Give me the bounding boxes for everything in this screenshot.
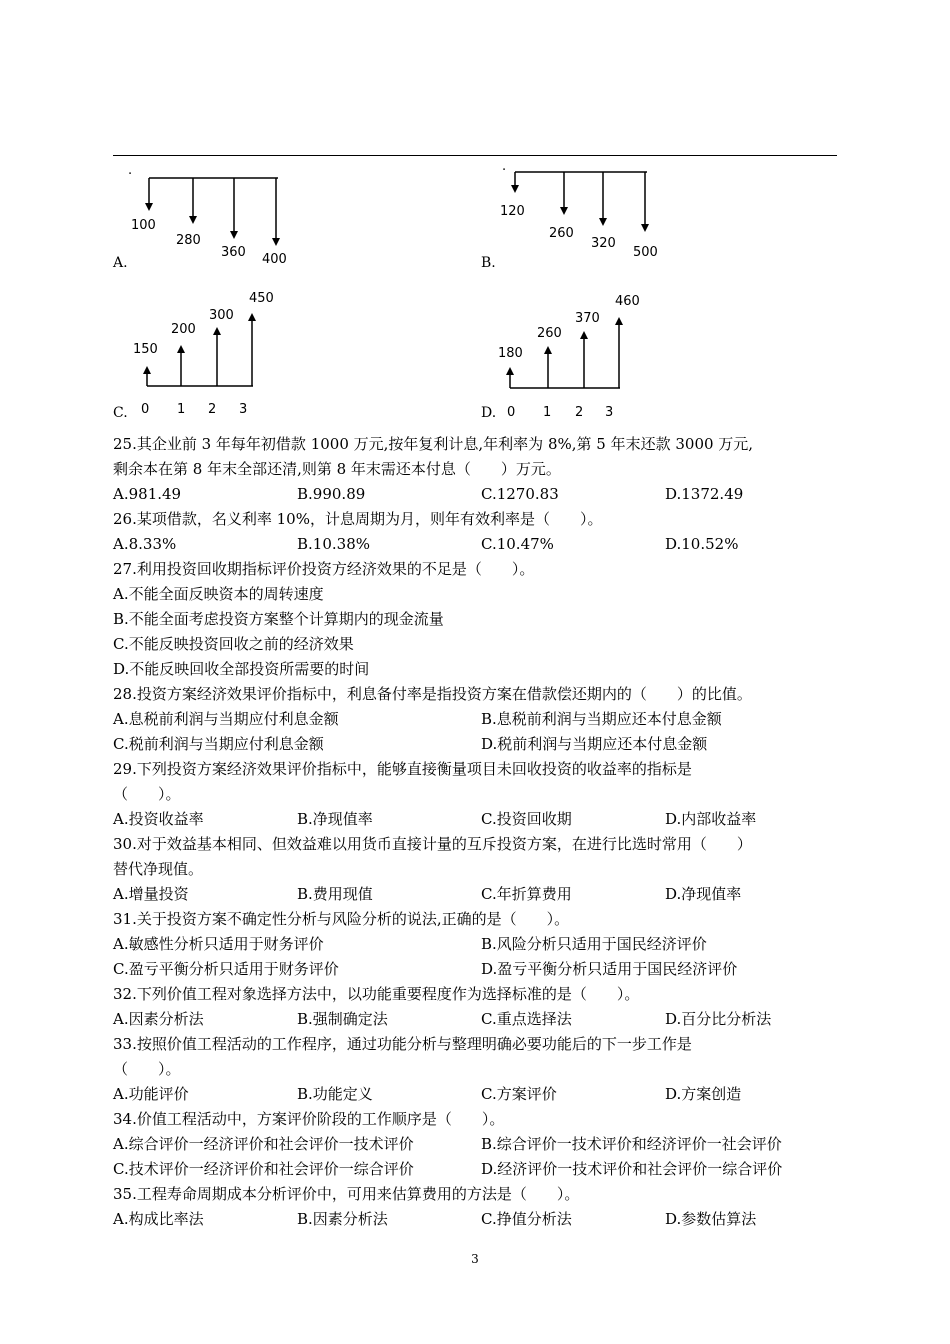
q34-option-a: A.综合评价一经济评价和社会评价一技术评价 bbox=[113, 1135, 414, 1153]
q27-stem: 27.利用投资回收期指标评价投资方经济效果的不足是（ ）。 bbox=[113, 560, 535, 578]
q31-option-c: C.盈亏平衡分析只适用于财务评价 bbox=[113, 960, 339, 978]
q26-option-a: A.8.33% bbox=[113, 535, 177, 553]
q25-stem-line1: 25.其企业前 3 年每年初借款 1000 万元,按年复利计息,年利率为 8%,第 5 年末还款 3000 万元, bbox=[113, 435, 754, 453]
q34-stem: 34.价值工程活动中，方案评价阶段的工作顺序是（ ）。 bbox=[113, 1110, 505, 1128]
q30-stem-line1: 30.对于效益基本相同、但效益难以用货币直接计量的互斥投资方案，在进行比选时常用（ ） bbox=[113, 835, 752, 853]
q29-stem-line2: （ ）。 bbox=[113, 785, 181, 803]
diagram-b-value-1: 260 bbox=[549, 226, 574, 241]
q34-option-c: C.技术评价一经济评价和社会评价一综合评价 bbox=[113, 1160, 414, 1178]
diagram-d-value-3: 460 bbox=[615, 294, 640, 309]
cashflow-diagram-d bbox=[495, 288, 695, 423]
diagram-c-value-1: 200 bbox=[171, 322, 196, 337]
header-rule bbox=[113, 155, 837, 156]
q26-stem: 26.某项借款，名义利率 10%，计息周期为月，则年有效利率是（ ）。 bbox=[113, 510, 603, 528]
q33-stem-line1: 33.按照价值工程活动的工作程序，通过功能分析与整理明确必要功能后的下一步工作是 bbox=[113, 1035, 692, 1053]
diagram-c-tick-1: 1 bbox=[177, 402, 186, 417]
q35-stem: 35.工程寿命周期成本分析评价中，可用来估算费用的方法是（ ）。 bbox=[113, 1185, 580, 1203]
diagram-c-value-3: 450 bbox=[249, 291, 274, 306]
q34-option-b: B.综合评价一技术评价和经济评价一社会评价 bbox=[481, 1135, 782, 1153]
q33-option-d: D.方案创造 bbox=[665, 1085, 742, 1103]
diagram-a-value-2: 360 bbox=[221, 245, 246, 260]
q25-option-d: D.1372.49 bbox=[665, 485, 744, 503]
diagram-d-value-1: 260 bbox=[537, 326, 562, 341]
diagram-c-value-2: 300 bbox=[209, 308, 234, 323]
q33-option-c: C.方案评价 bbox=[481, 1085, 557, 1103]
q29-stem-line1: 29.下列投资方案经济效果评价指标中，能够直接衡量项目未回收投资的收益率的指标是 bbox=[113, 760, 692, 778]
diagram-b-value-0: 120 bbox=[500, 204, 525, 219]
cashflow-diagram-c bbox=[113, 285, 313, 420]
diagram-d-value-2: 370 bbox=[575, 311, 600, 326]
q34-option-d: D.经济评价一技术评价和社会评价一综合评价 bbox=[481, 1160, 783, 1178]
q28-option-d: D.税前利润与当期应还本付息金额 bbox=[481, 735, 708, 753]
diagram-d-value-0: 180 bbox=[498, 346, 523, 361]
diagram-c-value-0: 150 bbox=[133, 342, 158, 357]
q32-option-d: D.百分比分析法 bbox=[665, 1010, 772, 1028]
diagram-a-value-3: 400 bbox=[262, 252, 287, 267]
q31-stem: 31.关于投资方案不确定性分析与风险分析的说法,正确的是（ ）。 bbox=[113, 910, 570, 928]
page-number: 3 bbox=[471, 1252, 479, 1266]
q35-option-a: A.构成比率法 bbox=[113, 1210, 204, 1228]
cashflow-diagram-a bbox=[113, 165, 313, 265]
q25-option-b: B.990.89 bbox=[297, 485, 366, 503]
q30-option-a: A.增量投资 bbox=[113, 885, 189, 903]
diagram-b-value-2: 320 bbox=[591, 236, 616, 251]
diagram-d-tick-1: 1 bbox=[543, 405, 552, 420]
q25-stem-line2: 剩余本在第 8 年末全部还清,则第 8 年末需还本付息（ ）万元。 bbox=[113, 460, 561, 478]
q27-option-b: B.不能全面考虑投资方案整个计算期内的现金流量 bbox=[113, 610, 444, 628]
q33-stem-line2: （ ）。 bbox=[113, 1060, 181, 1078]
q30-option-b: B.费用现值 bbox=[297, 885, 373, 903]
diagram-a-letter: A. bbox=[113, 255, 128, 271]
q29-option-b: B.净现值率 bbox=[297, 810, 373, 828]
diagram-c-tick-0: 0 bbox=[141, 402, 150, 417]
diagram-c-tick-3: 3 bbox=[239, 402, 248, 417]
q29-option-d: D.内部收益率 bbox=[665, 810, 757, 828]
q26-option-d: D.10.52% bbox=[665, 535, 739, 553]
diagram-d-tick-2: 2 bbox=[575, 405, 584, 420]
q35-option-c: C.挣值分析法 bbox=[481, 1210, 572, 1228]
q30-option-d: D.净现值率 bbox=[665, 885, 742, 903]
q31-option-a: A.敏感性分析只适用于财务评价 bbox=[113, 935, 324, 953]
q31-option-b: B.风险分析只适用于国民经济评价 bbox=[481, 935, 707, 953]
q30-stem-line2: 替代净现值。 bbox=[113, 860, 204, 878]
q31-option-d: D.盈亏平衡分析只适用于国民经济评价 bbox=[481, 960, 738, 978]
diagram-c-letter: C. bbox=[113, 405, 128, 421]
q28-option-c: C.税前利润与当期应付利息金额 bbox=[113, 735, 324, 753]
q27-option-d: D.不能反映回收全部投资所需要的时间 bbox=[113, 660, 370, 678]
diagram-c-tick-2: 2 bbox=[208, 402, 217, 417]
q25-option-c: C.1270.83 bbox=[481, 485, 559, 503]
q33-option-b: B.功能定义 bbox=[297, 1085, 373, 1103]
q32-option-a: A.因素分析法 bbox=[113, 1010, 204, 1028]
q27-option-c: C.不能反映投资回收之前的经济效果 bbox=[113, 635, 354, 653]
q29-option-c: C.投资回收期 bbox=[481, 810, 572, 828]
q32-stem: 32.下列价值工程对象选择方法中，以功能重要程度作为选择标准的是（ ）。 bbox=[113, 985, 640, 1003]
diagram-d-tick-0: 0 bbox=[507, 405, 516, 420]
q26-option-c: C.10.47% bbox=[481, 535, 554, 553]
q27-option-a: A.不能全面反映资本的周转速度 bbox=[113, 585, 324, 603]
q28-option-b: B.息税前利润与当期应还本付息金额 bbox=[481, 710, 722, 728]
diagram-a-value-1: 280 bbox=[176, 233, 201, 248]
q29-option-a: A.投资收益率 bbox=[113, 810, 204, 828]
q26-option-b: B.10.38% bbox=[297, 535, 370, 553]
q25-option-a: A.981.49 bbox=[113, 485, 182, 503]
diagram-b-letter: B. bbox=[481, 255, 496, 271]
cashflow-diagram-b bbox=[495, 162, 695, 262]
diagram-b-dot: · bbox=[502, 163, 507, 178]
q28-option-a: A.息税前利润与当期应付利息金额 bbox=[113, 710, 339, 728]
q30-option-c: C.年折算费用 bbox=[481, 885, 572, 903]
q28-stem: 28.投资方案经济效果评价指标中，利息备付率是指投资方案在借款偿还期内的（ ）的比值。 bbox=[113, 685, 752, 703]
q32-option-c: C.重点选择法 bbox=[481, 1010, 572, 1028]
diagram-d-letter: D. bbox=[481, 405, 497, 421]
q35-option-d: D.参数估算法 bbox=[665, 1210, 757, 1228]
diagram-a-value-0: 100 bbox=[131, 218, 156, 233]
diagram-d-tick-3: 3 bbox=[605, 405, 614, 420]
diagram-b-value-3: 500 bbox=[633, 245, 658, 260]
q32-option-b: B.强制确定法 bbox=[297, 1010, 388, 1028]
q33-option-a: A.功能评价 bbox=[113, 1085, 189, 1103]
diagram-a-dot: · bbox=[128, 167, 133, 182]
q35-option-b: B.因素分析法 bbox=[297, 1210, 388, 1228]
